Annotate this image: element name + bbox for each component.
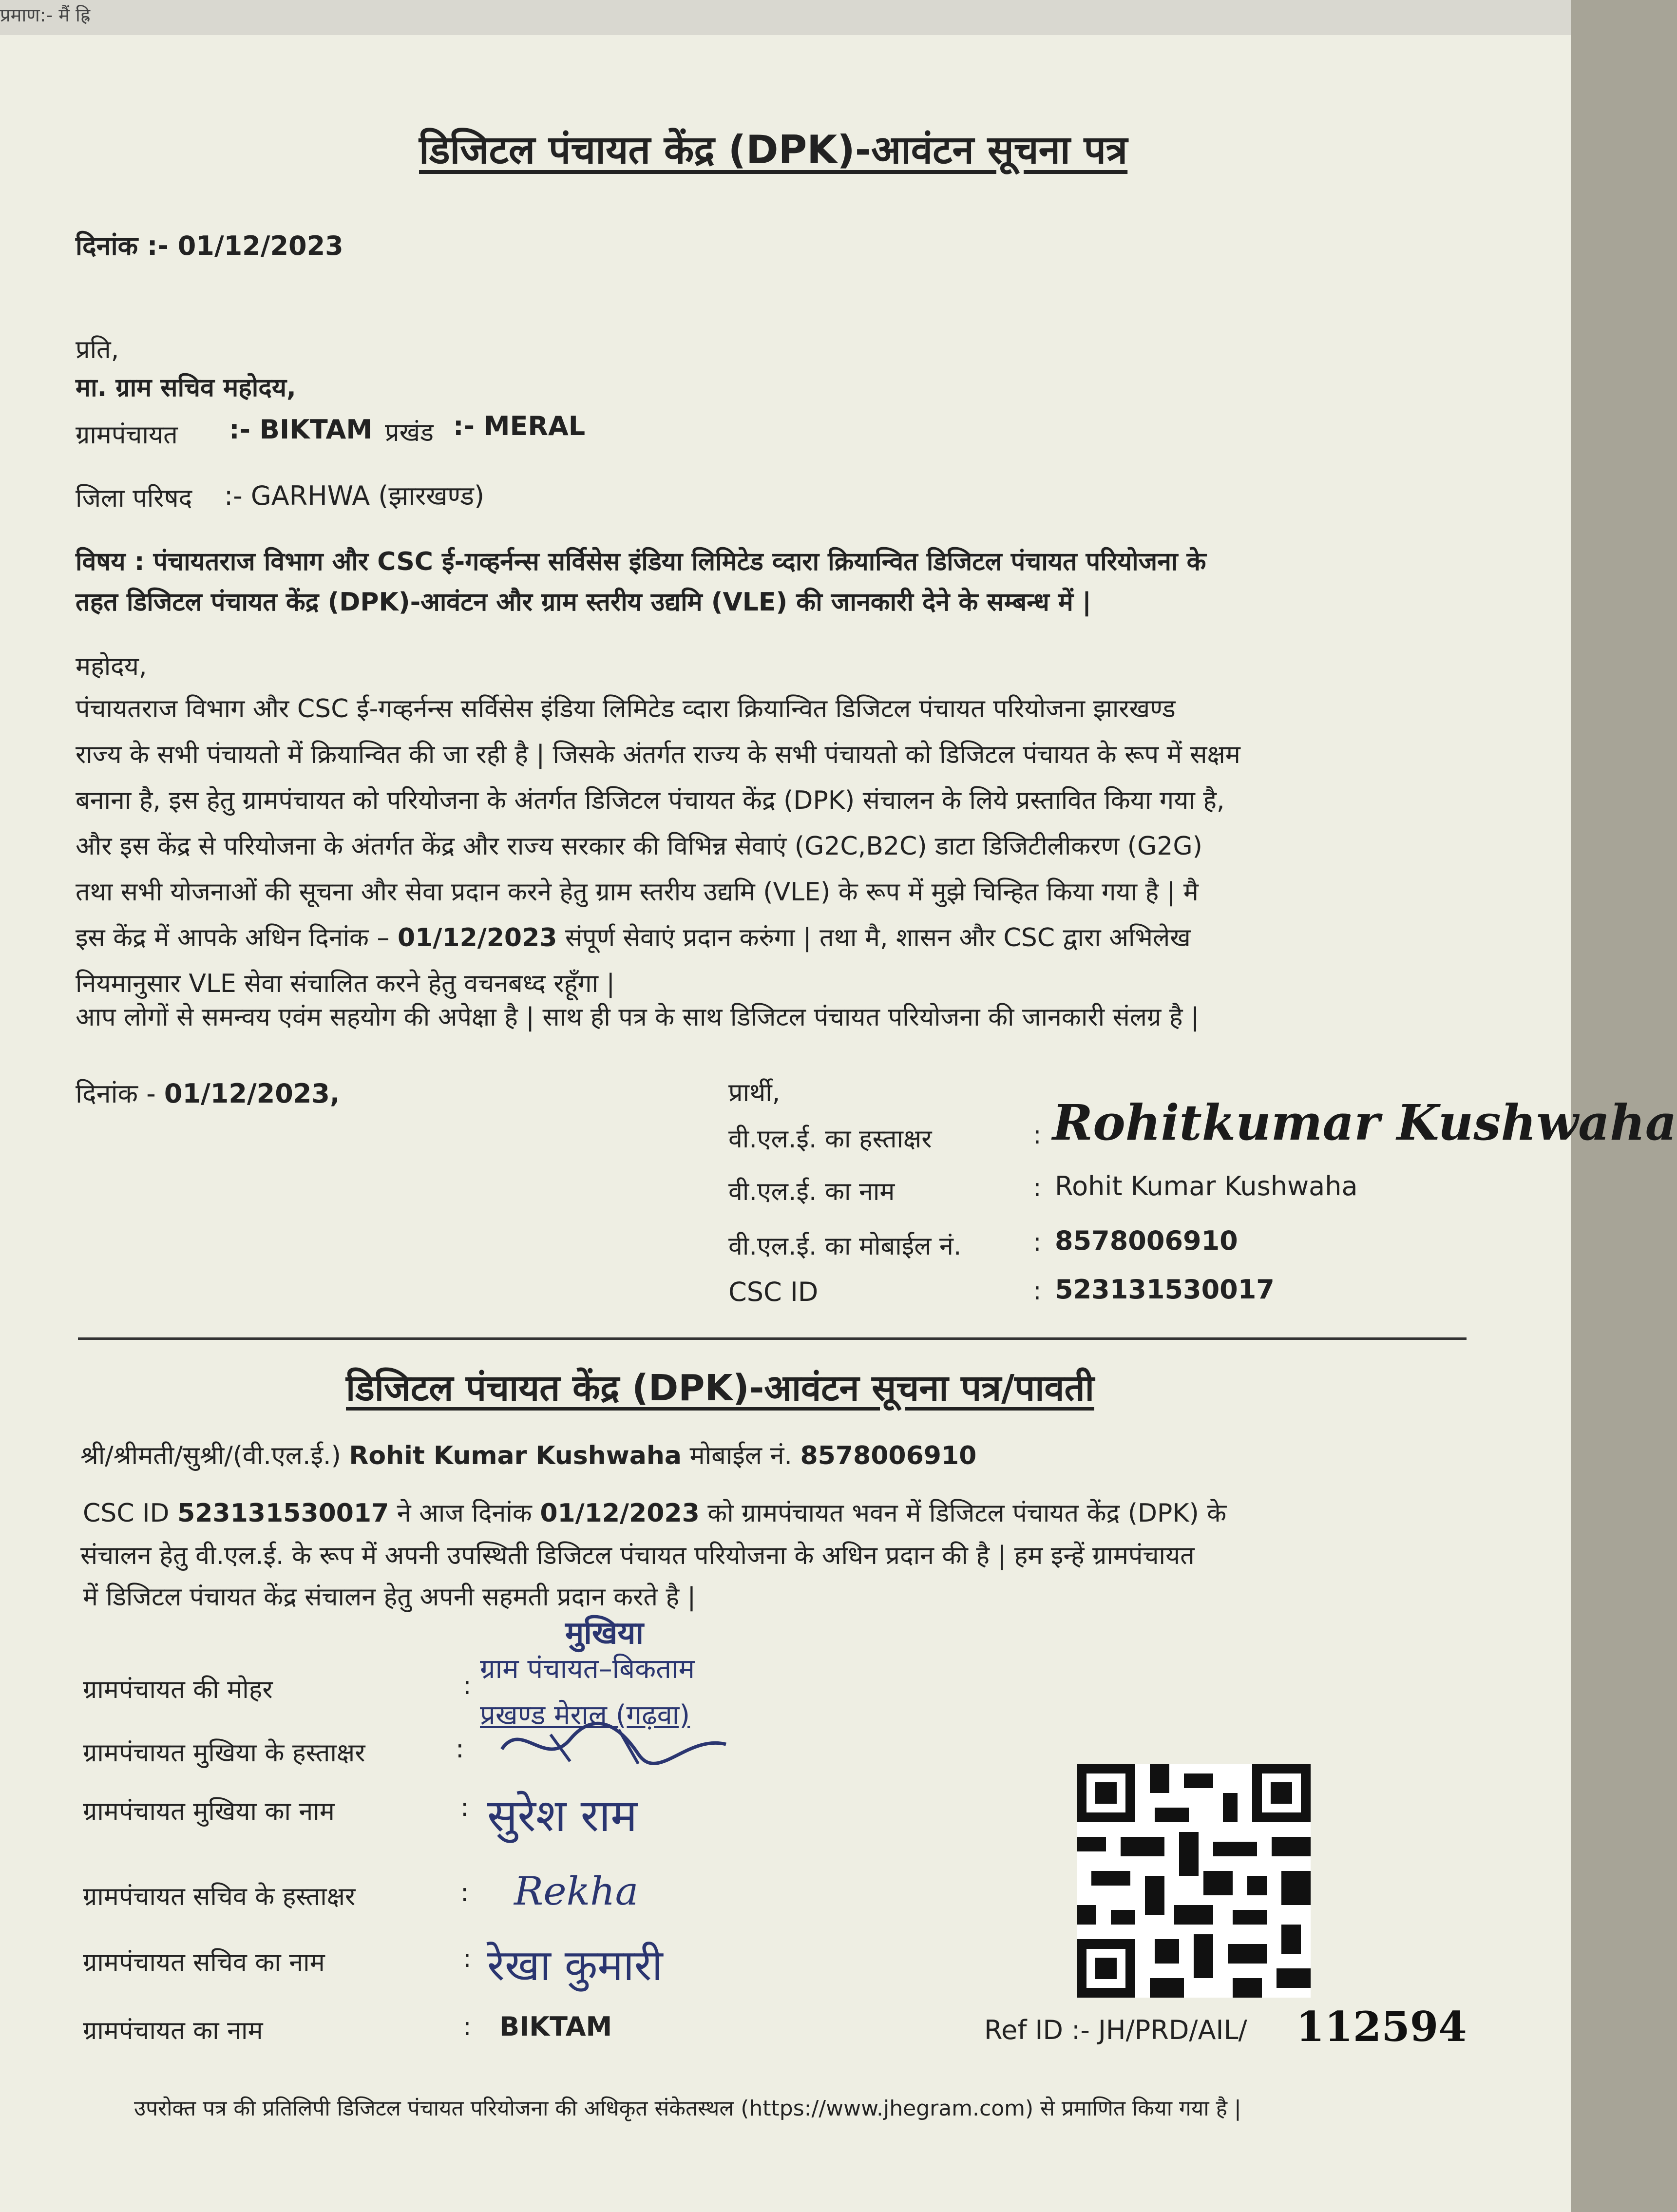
date-value: 01/12/2023 bbox=[177, 230, 343, 261]
colon: : bbox=[463, 2012, 472, 2041]
mukhiya-signature-label: ग्रामपंचायत मुखिया के हस्ताक्षर bbox=[83, 1738, 365, 1768]
sign-date: दिनांक - 01/12/2023, bbox=[76, 1078, 340, 1109]
colon: : bbox=[1033, 1173, 1042, 1202]
body-line-2: राज्य के सभी पंचायतो में क्रियान्वित की जा रही है | जिसके अंतर्गत राज्य के सभी पंचायतो को डिजिटल पंचायत के रूप में सक्षम bbox=[76, 740, 1240, 769]
vle-name-label: वी.एल.ई. का नाम bbox=[728, 1177, 895, 1206]
stamp-line-1: ग्राम पंचायत–बिकताम bbox=[480, 1653, 695, 1685]
receipt-line-1: CSC ID 523131530017 ने आज दिनांक 01/12/2023 को ग्रामपंचायत भवन में डिजिटल पंचायत केंद्र (DPK) के bbox=[83, 1499, 1227, 1528]
stamp-title: मुखिया bbox=[565, 1615, 644, 1651]
receipt-csc-id: 523131530017 bbox=[177, 1499, 389, 1528]
qr-code bbox=[1077, 1764, 1311, 1998]
body-line-7: नियमानुसार VLE सेवा संचालित करने हेतु वचनबध्द रहूँगा | bbox=[76, 969, 615, 998]
body-line-1: पंचायतराज विभाग और CSC ई-गव्हर्नन्स सर्विसेस इंडिया लिमिटेड व्दारा क्रियान्वित डिजिटल पंचायत परियोजना झारखण्ड bbox=[76, 694, 1176, 724]
colon: : bbox=[1033, 1228, 1042, 1257]
colon: : bbox=[1033, 1121, 1042, 1150]
receipt-name-line: श्री/श्रीमती/सुश्री/(वी.एल.ई.) Rohit Kumar Kushwaha मोबाईल नं. 8578006910 bbox=[80, 1441, 977, 1470]
vle-signature-label: वी.एल.ई. का हस्ताक्षर bbox=[728, 1125, 932, 1154]
gp-name-value: BIKTAM bbox=[499, 2011, 612, 2042]
receipt-title: डिजिटल पंचायत केंद्र (DPK)-आवंटन सूचना पत्र/पावती bbox=[346, 1367, 1094, 1409]
footer-note: उपरोक्त पत्र की प्रतिलिपी डिजिटल पंचायत परियोजना की अधिकृत संकेतस्थल (https://www.jhegram.com) से प्रमाणित किया गया है | bbox=[134, 2096, 1241, 2121]
district-value: :- GARHWA (झारखण्ड) bbox=[224, 480, 485, 511]
sachiv-name-value: रेखा कुमारी bbox=[487, 1940, 663, 1990]
background-page-text: प्रमाण:- मैं ह्रि bbox=[0, 4, 91, 26]
receipt-vle-name: Rohit Kumar Kushwaha bbox=[349, 1441, 682, 1470]
vle-name-value: Rohit Kumar Kushwaha bbox=[1055, 1171, 1358, 1201]
body-date: 01/12/2023 bbox=[398, 923, 557, 953]
ref-id-value: 112594 bbox=[1296, 2002, 1467, 2051]
receipt-mobile: 8578006910 bbox=[800, 1441, 977, 1470]
subject-line-1: विषय : पंचायतराज विभाग और CSC ई-गव्हर्नन्स सर्विसेस इंडिया लिमिटेड व्दारा क्रियान्वित डिजिटल पंचायत परियोजना के bbox=[76, 547, 1206, 576]
colon: : bbox=[456, 1735, 464, 1764]
body-line-5: तथा सभी योजनाओं की सूचना और सेवा प्रदान करने हेतु ग्राम स्तरीय उद्यमि (VLE) के रूप में मुझे चिन्हित किया गया है | मै bbox=[76, 877, 1199, 907]
applicant-label: प्रार्थी, bbox=[728, 1078, 781, 1107]
csc-id-value: 523131530017 bbox=[1055, 1274, 1275, 1305]
ref-id-label: Ref ID :- JH/PRD/AIL/ bbox=[984, 2015, 1247, 2045]
vle-mobile-label: वी.एल.ई. का मोबाईल नं. bbox=[728, 1232, 962, 1261]
sachiv-signature-label: ग्रामपंचायत सचिव के हस्ताक्षर bbox=[83, 1882, 356, 1911]
colon: : bbox=[460, 1793, 469, 1822]
receipt-date: 01/12/2023 bbox=[540, 1499, 700, 1528]
date-line bbox=[76, 227, 343, 263]
gp-name-label: ग्रामपंचायत का नाम bbox=[83, 2016, 263, 2045]
addressee-title: मा. ग्राम सचिव महोदय, bbox=[76, 373, 296, 402]
receipt-line-3: में डिजिटल पंचायत केंद्र संचालन हेतु अपनी सहमती प्रदान करते है | bbox=[83, 1583, 696, 1612]
gp-seal-label: ग्रामपंचायत की मोहर bbox=[83, 1675, 273, 1704]
district-label: जिला परिषद bbox=[76, 484, 192, 513]
date-label: दिनांक :- bbox=[76, 230, 178, 261]
colon: : bbox=[460, 1878, 469, 1907]
colon: : bbox=[1033, 1277, 1042, 1306]
gram-panchayat-label: ग्रामपंचायत bbox=[76, 420, 178, 450]
body-line-6: इस केंद्र में आपके अधिन दिनांक – 01/12/2023 संपूर्ण सेवाएं प्रदान करुंगा | तथा मै, शासन और CSC द्वारा अभिलेख bbox=[76, 923, 1191, 953]
body-line-3: बनाना है, इस हेतु ग्रामपंचायत को परियोजना के अंतर्गत डिजिटल पंचायत केंद्र (DPK) संचालन के लिये प्रस्तावित किया गया है, bbox=[76, 786, 1225, 815]
vle-signature: Rohitkumar Kushwaha bbox=[1052, 1094, 1677, 1151]
gram-panchayat-value: :- BIKTAM bbox=[229, 414, 373, 445]
sign-date-value: 01/12/2023, bbox=[164, 1078, 340, 1109]
block-label: प्रखंड bbox=[385, 418, 434, 447]
csc-id-label: CSC ID bbox=[728, 1277, 819, 1307]
receipt-line-2: संचालन हेतु वी.एल.ई. के रूप में अपनी उपस्थिती डिजिटल पंचायत परियोजना के अधिन प्रदान की है | हम इन्हें ग्रामपंचायत bbox=[80, 1541, 1195, 1570]
section-divider bbox=[78, 1337, 1467, 1340]
colon: : bbox=[463, 1944, 472, 1973]
body-line-4: और इस केंद्र से परियोजना के अंतर्गत केंद्र और राज्य सरकार की विभिन्न सेवाएं (G2C,B2C) डाटा डिजिटीलीकरण (G2G) bbox=[76, 832, 1202, 861]
page-title: डिजिटल पंचायत केंद्र (DPK)-आवंटन सूचना पत्र bbox=[419, 127, 1128, 172]
stamp-line-2: प्रखण्ड मेराल (गढ़वा) bbox=[480, 1699, 690, 1731]
colon: : bbox=[463, 1671, 472, 1700]
body-paragraph bbox=[76, 686, 1488, 1007]
vle-mobile-value: 8578006910 bbox=[1055, 1225, 1238, 1256]
mukhiya-name-value: सुरेश राम bbox=[487, 1790, 638, 1842]
salutation: महोदय, bbox=[76, 652, 147, 681]
block-value: :- MERAL bbox=[453, 411, 586, 441]
mukhiya-signature bbox=[492, 1715, 745, 1773]
mukhiya-name-label: ग्रामपंचायत मुखिया का नाम bbox=[83, 1797, 335, 1826]
sachiv-name-label: ग्रामपंचायत सचिव का नाम bbox=[83, 1948, 325, 1977]
sachiv-signature: Rekha bbox=[514, 1869, 639, 1914]
closing-line: आप लोगों से समन्वय एवंम सहयोग की अपेक्षा है | साथ ही पत्र के साथ डिजिटल पंचायत परियोजना की जानकारी संलग्र है | bbox=[76, 1003, 1200, 1032]
subject-line-2: तहत डिजिटल पंचायत केंद्र (DPK)-आवंटन और ग्राम स्तरीय उद्यमि (VLE) की जानकारी देने के सम्बन्ध में | bbox=[76, 588, 1091, 617]
addressee-prati: प्रति, bbox=[76, 335, 119, 364]
